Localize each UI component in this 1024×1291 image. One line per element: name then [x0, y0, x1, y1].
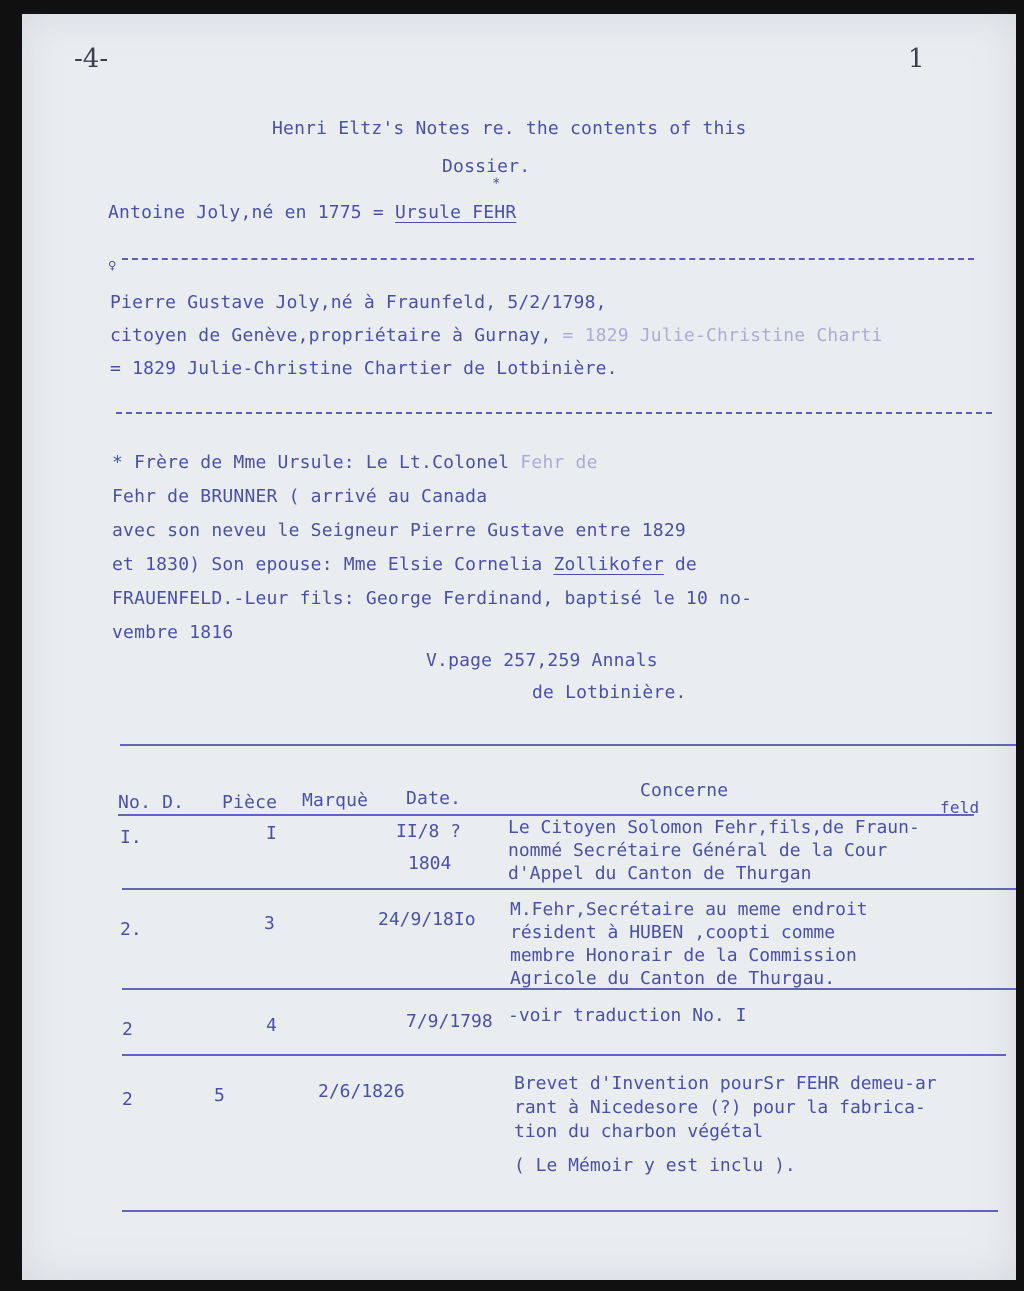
note-line-2: Fehr de BRUNNER ( arrivé au Canada	[112, 486, 488, 507]
row-3-concerne-line: -voir traduction No. I	[508, 1005, 747, 1026]
row-1-concerne-line: Le Citoyen Solomon Fehr,fils,de Fraun-	[508, 817, 920, 838]
pierre-line-2-main: citoyen de Genève,propriétaire à Gurnay,	[110, 325, 563, 346]
pierre-line-2	[110, 325, 883, 346]
pierre-line-3: = 1829 Julie-Christine Chartier de Lotbinière.	[110, 358, 618, 379]
header-marque: Marquè	[302, 790, 369, 811]
note-line-6: vembre 1816	[112, 622, 234, 643]
row-2-no: 2.	[120, 919, 142, 940]
row-4-piece: 5	[214, 1085, 225, 1106]
note-line-1	[112, 452, 598, 473]
row-1-rule	[122, 888, 1016, 890]
row-4-date: 2/6/1826	[318, 1081, 405, 1102]
parents-prefix: Antoine Joly,né en 1775 =	[108, 202, 395, 223]
title-line-1: Henri Eltz's Notes re. the contents of this	[272, 118, 747, 139]
row-2-concerne	[510, 898, 868, 990]
row-1-date-2: 1804	[408, 853, 452, 874]
note-line-4-suffix: de	[663, 554, 697, 575]
row-4-concerne-line: tion du charbon végétal	[514, 1121, 764, 1142]
row-2-piece: 3	[264, 913, 275, 934]
note-line-4-surname: Zollikofer	[553, 554, 664, 575]
row-4-concerne	[514, 1072, 937, 1178]
row-3-date: 7/9/1798	[406, 1011, 493, 1032]
header-date: Date.	[406, 788, 462, 809]
row-2-concerne-line: résident à HUBEN ,coopti comme	[510, 922, 836, 943]
row-4-concerne-line: ( Le Mémoir y est inclu ).	[514, 1155, 796, 1176]
row-1-concerne-line: d'Appel du Canton de Thurgan	[508, 863, 812, 884]
note-line-5: FRAUENFELD.-Leur fils: George Ferdinand, baptisé le 10 no-	[112, 588, 753, 609]
row-2-concerne-line: M.Fehr,Secrétaire au meme endroit	[510, 899, 868, 920]
row-3-concerne	[508, 1004, 746, 1027]
parents-spouse: Ursule FEHR	[394, 202, 517, 223]
row-4-concerne-line: rant à Nicedesore (?) pour la fabrica-	[514, 1097, 926, 1118]
header-feld: feld	[940, 798, 980, 817]
note-line-1-main: * Frère de Mme Ursule: Le Lt.Colonel	[112, 452, 521, 473]
divider-1	[122, 258, 974, 260]
header-no-d: No. D.	[118, 792, 185, 813]
row-1-concerne	[508, 816, 920, 885]
row-4-no: 2	[122, 1089, 133, 1110]
divider-2	[116, 412, 992, 414]
row-1-piece: I	[266, 823, 277, 844]
page-number-right: 1	[908, 44, 925, 74]
note-line-4-prefix: et 1830) Son epouse: Mme Elsie Cornelia	[112, 554, 554, 575]
row-2-concerne-line: Agricole du Canton de Thurgau.	[510, 968, 836, 989]
female-mark: ♀	[108, 258, 117, 274]
row-1-concerne-line: nommé Secrétaire Général de la Cour	[508, 840, 888, 861]
title-line-2: Dossier.	[442, 156, 531, 177]
reference-line-2: de Lotbinière.	[532, 682, 687, 703]
table-top-rule	[120, 744, 1016, 746]
page-number-left: -4-	[74, 44, 109, 74]
row-3-rule	[122, 1054, 1006, 1056]
note-line-4	[112, 554, 697, 575]
row-2-date: 24/9/18Io	[378, 909, 476, 930]
header-piece: Pièce	[222, 792, 278, 813]
asterisk-mark: *	[492, 176, 501, 192]
table-bottom-rule	[122, 1210, 998, 1212]
row-2-rule	[122, 988, 1016, 990]
row-3-no: 2	[122, 1019, 133, 1040]
row-4-concerne-line: Brevet d'Invention pourSr FEHR demeu-ar	[514, 1073, 937, 1094]
document-page	[22, 14, 1016, 1280]
header-concerne: Concerne	[640, 780, 729, 801]
pierre-line-2-struck: = 1829 Julie-Christine Charti	[562, 325, 883, 346]
parents-line	[108, 202, 516, 223]
note-line-3: avec son neveu le Seigneur Pierre Gustave entre 1829	[112, 520, 686, 541]
pierre-line-1: Pierre Gustave Joly,né à Fraunfeld, 5/2/1798,	[110, 292, 607, 313]
row-1-no: I.	[120, 827, 142, 848]
row-2-concerne-line: membre Honorair de la Commission	[510, 945, 857, 966]
reference-line-1: V.page 257,259 Annals	[426, 650, 658, 671]
row-1-date-1: II/8 ?	[396, 821, 462, 842]
row-3-piece: 4	[266, 1015, 277, 1036]
note-line-1-faint: Fehr de	[520, 452, 598, 473]
